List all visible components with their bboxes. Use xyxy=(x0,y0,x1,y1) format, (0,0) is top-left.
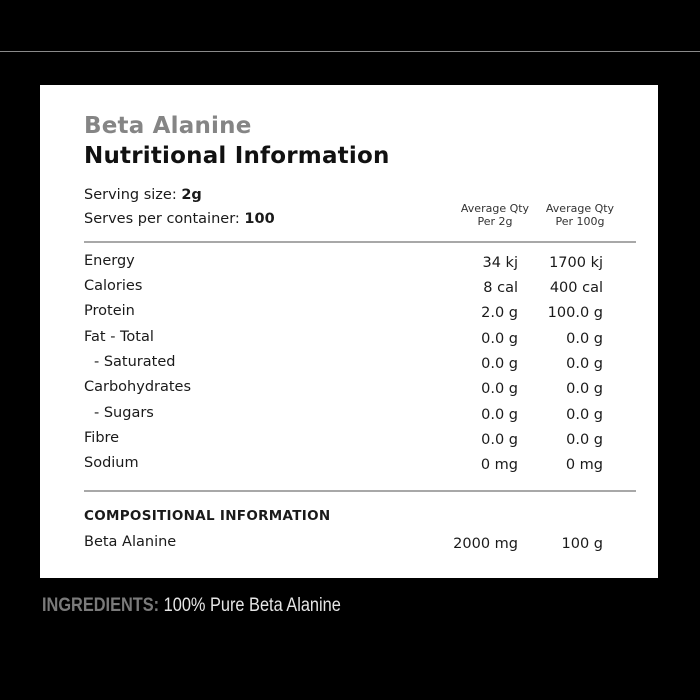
compositional-per-serving: 2000 mg xyxy=(453,536,518,552)
column-header-line: Average Qty xyxy=(460,202,530,215)
nutrient-per-serving: 0.0 g xyxy=(481,356,518,372)
nutrient-per-100g: 0.0 g xyxy=(566,356,603,372)
nutrient-name: Energy xyxy=(84,253,135,269)
nutrient-row xyxy=(40,455,658,480)
serving-size xyxy=(84,187,202,203)
nutrient-per-100g: 400 cal xyxy=(549,280,603,296)
nutrient-name: Protein xyxy=(84,303,135,319)
serves-per-container xyxy=(84,211,275,227)
nutrient-row xyxy=(40,303,658,328)
nutrient-per-100g: 100.0 g xyxy=(547,305,603,321)
nutrient-name: Carbohydrates xyxy=(84,379,192,395)
nutrient-per-100g: 0.0 g xyxy=(566,331,603,347)
nutrient-name: - Saturated xyxy=(94,354,176,370)
nutrient-name: Fibre xyxy=(84,430,120,446)
column-header-line: Per 100g xyxy=(555,215,605,228)
nutrient-row xyxy=(40,430,658,455)
compositional-heading: COMPOSITIONAL INFORMATION xyxy=(84,508,331,524)
header-rule xyxy=(84,241,636,243)
nutrient-per-100g: 0.0 g xyxy=(566,381,603,397)
column-header-per-serving xyxy=(452,202,538,228)
column-header-per-100g xyxy=(540,202,620,228)
nutrient-per-100g: 1700 kj xyxy=(549,255,603,271)
column-header-line: Average Qty xyxy=(545,202,615,215)
nutrient-row xyxy=(40,253,658,278)
compositional-row xyxy=(40,534,658,559)
nutrient-per-serving: 34 kj xyxy=(482,255,518,271)
nutrient-per-100g: 0 mg xyxy=(565,457,603,473)
compositional-per-100g: 100 g xyxy=(561,536,603,552)
nutrient-per-serving: 0.0 g xyxy=(481,331,518,347)
serving-size-label: Serving size: xyxy=(84,187,182,203)
section-rule xyxy=(84,490,636,492)
nutrient-per-100g: 0.0 g xyxy=(566,432,603,448)
nutrient-per-serving: 0 mg xyxy=(480,457,518,473)
product-name: Beta Alanine xyxy=(84,113,252,139)
nutrient-row xyxy=(40,278,658,303)
serves-value: 100 xyxy=(244,211,275,227)
column-header-line: Per 2g xyxy=(477,215,513,228)
serves-label: Serves per container: xyxy=(84,211,245,227)
panel-heading: Nutritional Information xyxy=(84,143,390,169)
nutrient-row xyxy=(40,329,658,354)
compositional-name: Beta Alanine xyxy=(84,534,177,550)
nutrient-row xyxy=(40,379,658,404)
ingredients-line xyxy=(42,595,341,617)
nutrient-per-serving: 0.0 g xyxy=(481,381,518,397)
nutrient-name: Calories xyxy=(84,278,143,294)
nutrient-per-serving: 0.0 g xyxy=(481,407,518,423)
nutrient-row xyxy=(40,405,658,430)
nutrition-panel xyxy=(40,85,658,578)
nutrient-per-100g: 0.0 g xyxy=(566,407,603,423)
nutrient-per-serving: 0.0 g xyxy=(481,432,518,448)
serving-size-value: 2g xyxy=(181,187,202,203)
top-divider xyxy=(0,51,700,52)
nutrient-per-serving: 8 cal xyxy=(483,280,518,296)
nutrient-name: Fat - Total xyxy=(84,329,154,345)
ingredients-value: 100% Pure Beta Alanine xyxy=(163,595,341,616)
nutrient-per-serving: 2.0 g xyxy=(481,305,518,321)
nutrient-name: - Sugars xyxy=(94,405,154,421)
nutrient-row xyxy=(40,354,658,379)
nutrient-name: Sodium xyxy=(84,455,139,471)
ingredients-label: INGREDIENTS: xyxy=(42,595,160,616)
